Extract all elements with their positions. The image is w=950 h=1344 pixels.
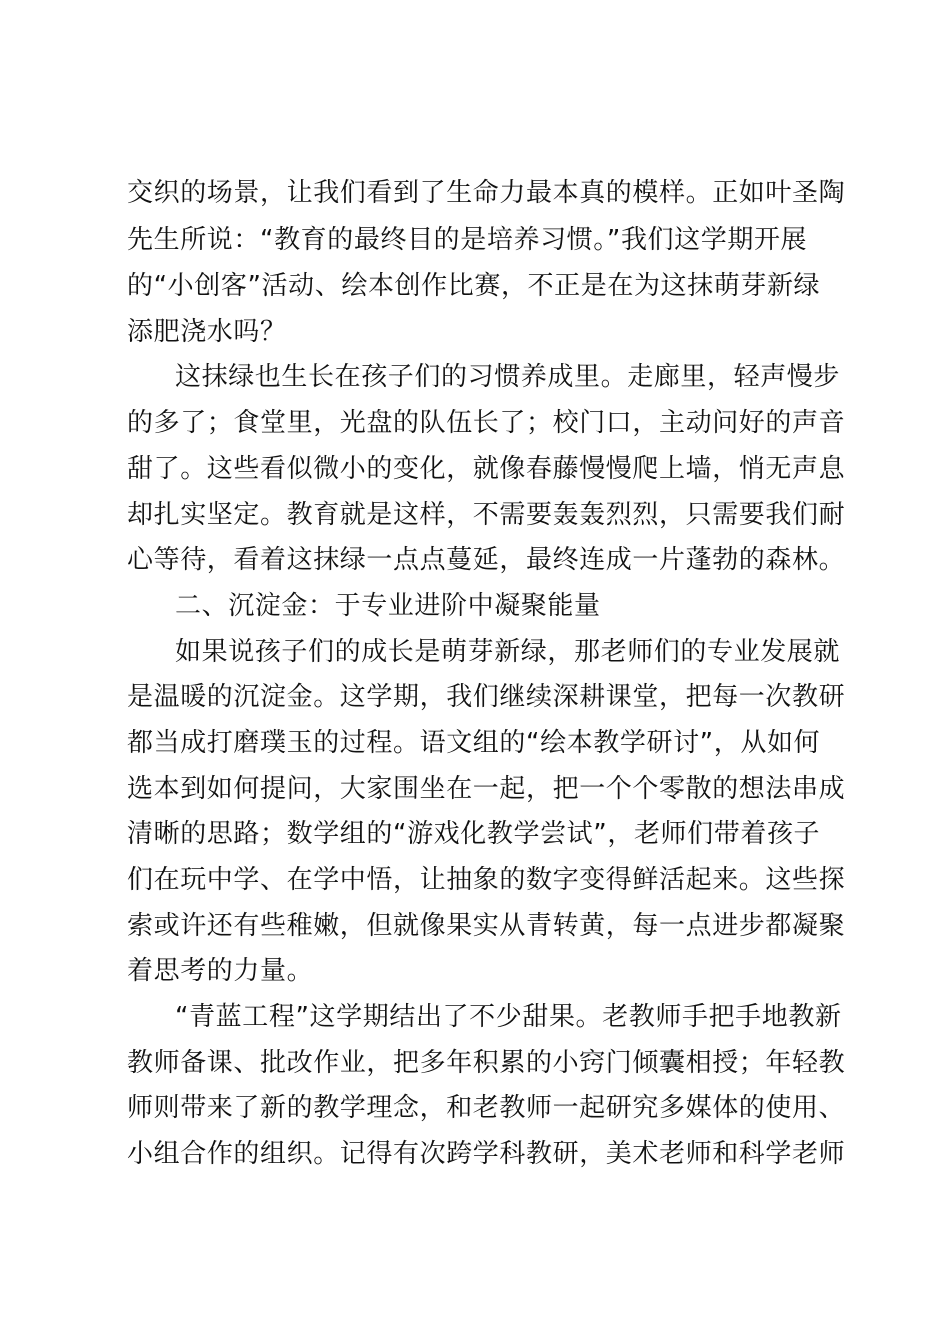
text-line: 交织的场景，让我们看到了生命力最本真的模样。正如叶圣陶 — [127, 178, 846, 208]
text-line: 先生所说：“教育的最终目的是培养习惯。”我们这学期开展 — [127, 225, 808, 255]
text-line: 却扎实坚定。教育就是这样，不需要轰轰烈烈，只需要我们耐 — [127, 500, 846, 530]
text-line: 小组合作的组织。记得有次跨学科教研，美术老师和科学老师 — [127, 1139, 846, 1169]
text-line: 师则带来了新的教学理念，和老教师一起研究多媒体的使用、 — [127, 1093, 846, 1123]
text-line: 的多了；食堂里，光盘的队伍长了；校门口，主动问好的声音 — [127, 408, 846, 438]
text-line: 着思考的力量。 — [127, 956, 314, 986]
text-line: 们在玩中学、在学中悟，让抽象的数字变得鲜活起来。这些探 — [127, 865, 846, 895]
text-line: 心等待，看着这抹绿一点点蔓延，最终连成一片蓬勃的森林。 — [127, 545, 846, 575]
paragraph-first-line: 这抹绿也生长在孩子们的习惯养成里。走廊里，轻声慢步 — [175, 362, 841, 392]
paragraph-first-line: 如果说孩子们的成长是萌芽新绿，那老师们的专业发展就 — [175, 637, 841, 667]
text-line: 添肥浇水吗？ — [127, 317, 287, 347]
text-line: 清晰的思路；数学组的“游戏化教学尝试”，老师们带着孩子 — [127, 819, 821, 849]
text-line: 索或许还有些稚嫩，但就像果实从青转黄，每一点进步都凝聚 — [127, 911, 846, 941]
text-line: 都当成打磨璞玉的过程。语文组的“绘本教学研讨”，从如何 — [127, 728, 821, 758]
paragraph-first-line: “青蓝工程”这学期结出了不少甜果。老教师手把手地教新 — [175, 1002, 842, 1032]
text-line: 选本到如何提问，大家围坐在一起，把一个个零散的想法串成 — [127, 774, 846, 804]
text-line: 是温暖的沉淀金。这学期，我们继续深耕课堂，把每一次教研 — [127, 682, 846, 712]
text-line: 的“小创客”活动、绘本创作比赛，不正是在为这抹萌芽新绿 — [127, 271, 821, 301]
section-heading: 二、沉淀金：于专业进阶中凝聚能量 — [175, 591, 601, 621]
text-line: 甜了。这些看似微小的变化，就像春藤慢慢爬上墙，悄无声息 — [127, 454, 846, 484]
text-line: 教师备课、批改作业，把多年积累的小窍门倾囊相授；年轻教 — [127, 1048, 846, 1078]
